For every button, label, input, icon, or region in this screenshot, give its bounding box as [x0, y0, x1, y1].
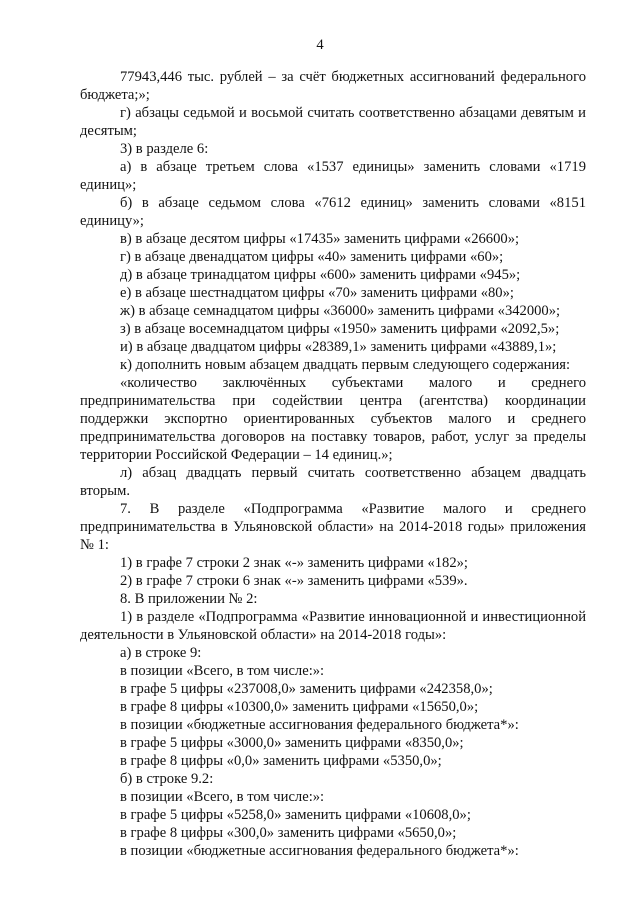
paragraph-7: г) в абзаце двенадцатом цифры «40» заменить цифрами «60»;	[120, 249, 504, 265]
paragraph-5: б) в абзаце седьмом слова «7612 единиц» заменить словами «8151 единицу»;	[80, 195, 586, 229]
paragraph-9: е) в абзаце шестнадцатом цифры «70» заменить цифрами «80»;	[120, 285, 514, 301]
paragraph-31: в графе 8 цифры «300,0» заменить цифрами «5650,0»;	[120, 825, 457, 841]
paragraph-2: г) абзацы седьмой и восьмой считать соответственно абзацами девятым и десятым;	[80, 105, 586, 139]
paragraph-32: в позиции «бюджетные ассигнования федерального бюджета*»:	[120, 843, 519, 859]
paragraph-24: в графе 8 цифры «10300,0» заменить цифрами «15650,0»;	[120, 699, 479, 715]
document-body	[80, 68, 586, 860]
paragraph-4: а) в абзаце третьем слова «1537 единицы» заменить словами «1719 единиц»;	[80, 159, 586, 193]
page-number: 4	[316, 37, 324, 53]
paragraph-21: а) в строке 9:	[120, 645, 202, 661]
paragraph-17: 1) в графе 7 строки 2 знак «-» заменить цифрами «182»;	[120, 555, 468, 571]
paragraph-15: л) абзац двадцать первый считать соответственно абзацем двадцать вторым.	[80, 465, 586, 499]
paragraph-6: в) в абзаце десятом цифры «17435» заменить цифрами «26600»;	[120, 231, 520, 247]
paragraph-20: 1) в разделе «Подпрограмма «Развитие инновационной и инвестиционной деятельности в Ульяновской области» на 2014-2018 годы»:	[80, 609, 586, 643]
paragraph-13: к) дополнить новым абзацем двадцать первым следующего содержания:	[120, 357, 571, 373]
paragraph-19: 8. В приложении № 2:	[120, 591, 258, 607]
paragraph-28: б) в строке 9.2:	[120, 771, 214, 787]
paragraph-22: в позиции «Всего, в том числе:»:	[120, 663, 325, 679]
paragraph-10: ж) в абзаце семнадцатом цифры «36000» заменить цифрами «342000»;	[120, 303, 561, 319]
paragraph-26: в графе 5 цифры «3000,0» заменить цифрами «8350,0»;	[120, 735, 464, 751]
paragraph-27: в графе 8 цифры «0,0» заменить цифрами «5350,0»;	[120, 753, 442, 769]
paragraph-14: «количество заключённых субъектами малого и среднего предпринимательства при содействии центра (агентства) координации поддержки экспортно ориентированных субъектов малого и среднего предпринимательства договоров на поставку товаров, работ, услуг за пределы территории Российской Федерации – 14 единиц.»;	[80, 375, 586, 463]
paragraph-18: 2) в графе 7 строки 6 знак «-» заменить цифрами «539».	[120, 573, 468, 589]
paragraph-23: в графе 5 цифры «237008,0» заменить цифрами «242358,0»;	[120, 681, 493, 697]
paragraph-11: з) в абзаце восемнадцатом цифры «1950» заменить цифрами «2092,5»;	[120, 321, 560, 337]
paragraph-3: 3) в разделе 6:	[120, 141, 209, 157]
paragraph-25: в позиции «бюджетные ассигнования федерального бюджета*»:	[120, 717, 519, 733]
paragraph-8: д) в абзаце тринадцатом цифры «600» заменить цифрами «945»;	[120, 267, 521, 283]
paragraph-1: 77943,446 тыс. рублей – за счёт бюджетных ассигнований федерального бюджета;»;	[80, 69, 586, 103]
paragraph-12: и) в абзаце двадцатом цифры «28389,1» заменить цифрами «43889,1»;	[120, 339, 557, 355]
paragraph-30: в графе 5 цифры «5258,0» заменить цифрами «10608,0»;	[120, 807, 471, 823]
paragraph-16: 7. В разделе «Подпрограмма «Развитие малого и среднего предпринимательства в Ульяновской области» на 2014-2018 годы» приложения № 1:	[80, 501, 586, 553]
paragraph-29: в позиции «Всего, в том числе:»:	[120, 789, 325, 805]
